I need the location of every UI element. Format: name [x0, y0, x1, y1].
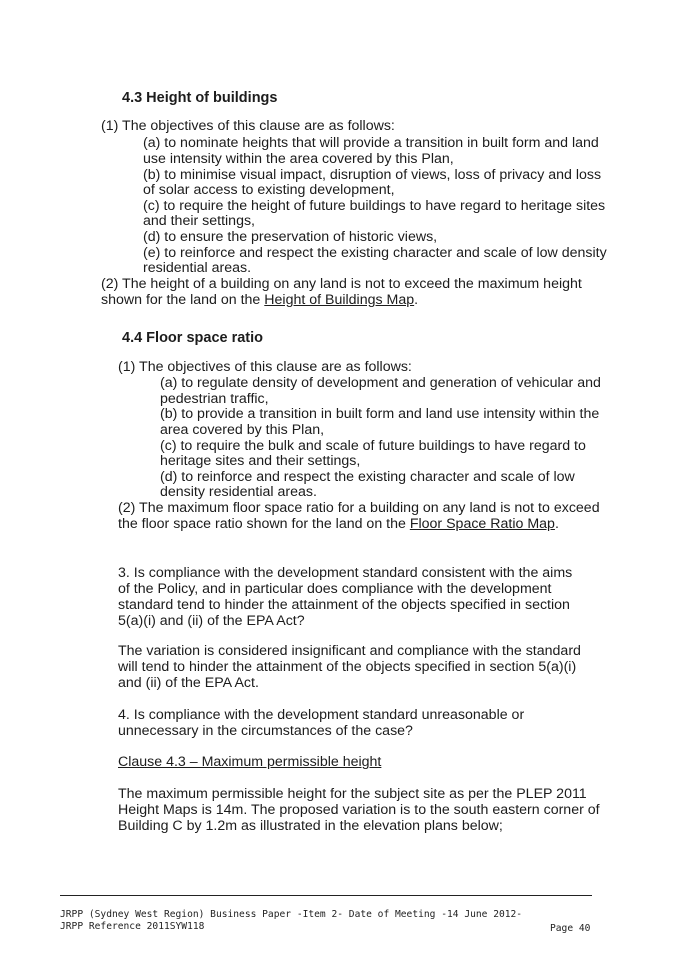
page-number: Page 40	[550, 923, 591, 934]
footer-divider	[60, 895, 592, 896]
footer-line-1: JRPP (Sydney West Region) Business Paper -Item 2- Date of Meeting -14 June 2012-	[60, 909, 523, 920]
clause-4-3-objective-c-cont: and their settings,	[143, 213, 255, 229]
question-3-line-1: 3. Is compliance with the development standard consistent with the aims	[118, 565, 573, 581]
floor-space-ratio-map-link: Floor Space Ratio Map	[409, 516, 555, 532]
question-4-line-2: unnecessary in the circumstances of the case?	[118, 723, 413, 739]
clause-4-3-objective-a: (a) to nominate heights that will provide a transition in built form and land	[143, 135, 599, 151]
clause-4-4-objective-a-cont: pedestrian traffic,	[160, 391, 269, 407]
question-3-line-2: of the Policy, and in particular does compliance with the development	[118, 581, 552, 597]
question-4-line-1: 4. Is compliance with the development standard unreasonable or	[118, 707, 525, 723]
clause-4-4-objective-a: (a) to regulate density of development and generation of vehicular and	[160, 375, 601, 391]
clause-4-3-objective-d: (d) to ensure the preservation of historic views,	[143, 229, 438, 245]
response-3-line-3: and (ii) of the EPA Act.	[118, 675, 259, 691]
clause-4-3-subclause-2: (2) The height of a building on any land is not to exceed the maximum height	[101, 276, 582, 292]
clause-4-4-objective-c: (c) to require the bulk and scale of future buildings to have regard to	[160, 438, 586, 454]
clause-4-3-max-height-heading: Clause 4.3 – Maximum permissible height	[118, 754, 382, 770]
clause-4-4-subclause-1: (1) The objectives of this clause are as follows:	[118, 359, 412, 375]
clause-4-3-objective-e-cont: residential areas.	[143, 260, 252, 276]
clause-4-3-objective-c: (c) to require the height of future buildings to have regard to heritage sites	[143, 198, 606, 214]
clause-4-4-subclause-2-cont: the floor space ratio shown for the land on the Floor Space Ratio Map.	[118, 516, 559, 532]
response-3-line-1: The variation is considered insignificant and compliance with the standard	[118, 643, 581, 659]
clause-4-3-subclause-2-cont: shown for the land on the Height of Buildings Map.	[101, 292, 419, 308]
max-height-paragraph-line-2: Height Maps is 14m. The proposed variation is to the south eastern corner of	[118, 802, 600, 818]
clause-4-3-objective-b: (b) to minimise visual impact, disruption of views, loss of privacy and loss	[143, 167, 602, 183]
section-heading-4-3: 4.3 Height of buildings	[122, 90, 278, 106]
question-3-line-4: 5(a)(i) and (ii) of the EPA Act?	[118, 613, 305, 629]
clause-4-4-objective-d-cont: density residential areas.	[160, 484, 317, 500]
clause-4-3-objective-b-cont: of solar access to existing development,	[143, 182, 395, 198]
height-of-buildings-map-link: Height of Buildings Map	[264, 292, 415, 308]
response-3-line-2: will tend to hinder the attainment of the objects specified in section 5(a)(i)	[118, 659, 577, 675]
clause-4-4-objective-b-cont: area covered by this Plan,	[160, 422, 325, 438]
footer-line-2: JRPP Reference 2011SYW118	[60, 921, 205, 932]
clause-4-4-subclause-2: (2) The maximum floor space ratio for a building on any land is not to exceed	[118, 500, 600, 516]
clause-4-3-subclause-1: (1) The objectives of this clause are as follows:	[101, 118, 395, 134]
question-3-line-3: standard tend to hinder the attainment of the objects specified in section	[118, 597, 570, 613]
max-height-paragraph-line-3: Building C by 1.2m as illustrated in the elevation plans below;	[118, 818, 503, 834]
clause-4-3-objective-e: (e) to reinforce and respect the existing character and scale of low density	[143, 245, 607, 261]
clause-4-3-objective-a-cont: use intensity within the area covered by this Plan,	[143, 151, 454, 167]
section-heading-4-4: 4.4 Floor space ratio	[122, 330, 264, 346]
clause-4-4-objective-d: (d) to reinforce and respect the existing character and scale of low	[160, 469, 575, 485]
clause-4-4-objective-b: (b) to provide a transition in built form and land use intensity within the	[160, 406, 600, 422]
clause-4-4-objective-c-cont: heritage sites and their settings,	[160, 453, 361, 469]
max-height-paragraph-line-1: The maximum permissible height for the subject site as per the PLEP 2011	[118, 786, 587, 802]
